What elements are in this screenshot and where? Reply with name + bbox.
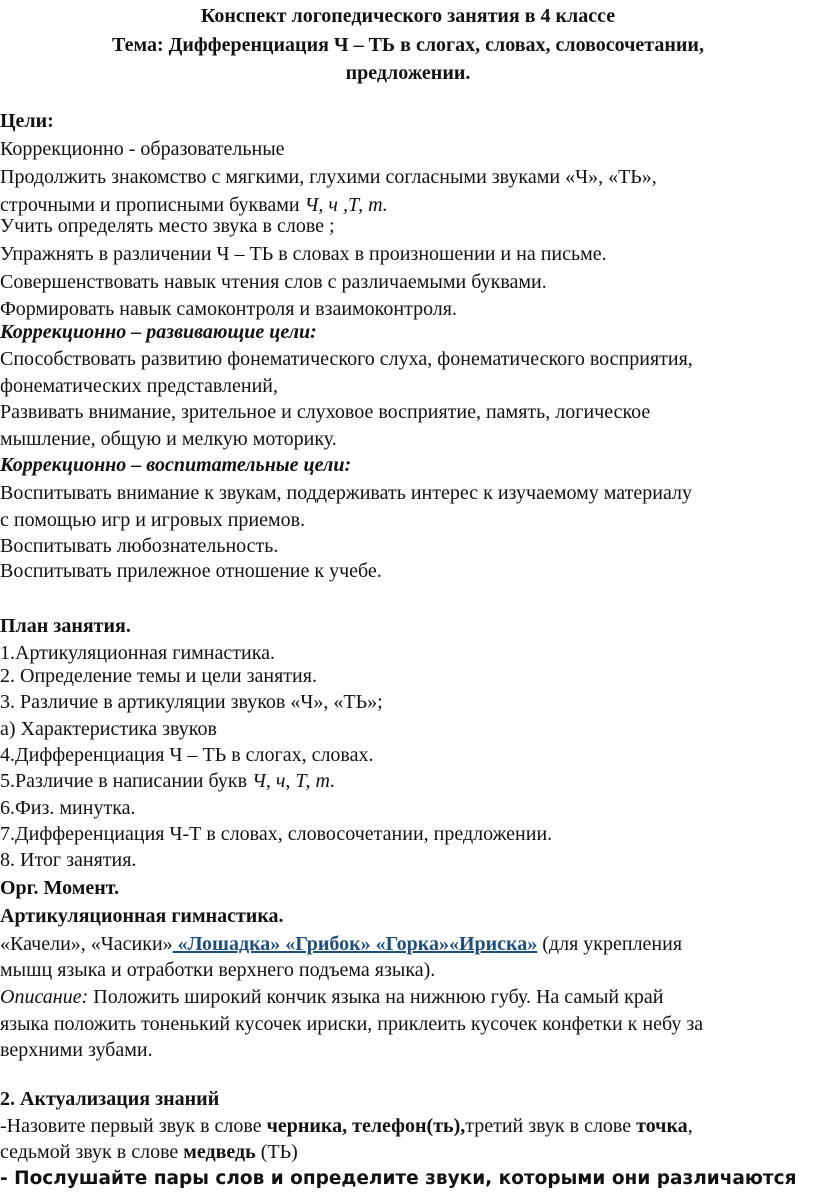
document-title: Конспект логопедического занятия в 4 классе <box>200 5 616 27</box>
topic-line-1: Тема: Дифференциация Ч – ТЬ в слогах, словах, словосочетании, <box>112 34 704 56</box>
org-moment-heading: Орг. Момент. <box>0 877 120 899</box>
gymnastics-heading: Артикуляционная гимнастика. <box>0 905 284 927</box>
goal-line: Развивать внимание, зрительное и слуховое восприятие, память, логическое <box>0 401 651 423</box>
goal-line: Воспитывать любознательность. <box>0 535 279 557</box>
plan-item: 4.Дифференциация Ч – ТЬ в слогах, словах. <box>0 744 374 766</box>
goal-line: Формировать навык самоконтроля и взаимоконтроля. <box>0 298 457 320</box>
gymnastics-text: верхними зубами. <box>0 1039 153 1061</box>
gymnastics-text: языка положить тоненький кусочек ириски, приклеить кусочек конфетки к небу за <box>0 1013 704 1035</box>
question-text: (ТЬ) <box>255 1141 298 1163</box>
section-2-instruction: - Послушайте пары слов и определите звуки, которыми они различаются <box>0 1168 797 1189</box>
plan-item: 6.Физ. минутка. <box>0 797 136 819</box>
goal-line: Воспитывать внимание к звукам, поддерживать интерес к изучаемому материалу <box>0 482 692 504</box>
exercise-link[interactable]: «Лошадка» «Грибок» «Горка»«Ириска» <box>172 933 538 955</box>
question-word-bold: точка <box>636 1115 688 1137</box>
plan-text: 5.Различие в написании букв <box>0 770 253 792</box>
plan-item: 7.Дифференциация Ч-Т в словах, словосочетании, предложении. <box>0 823 553 845</box>
goal-line: Совершенствовать навык чтения слов с различаемыми буквами. <box>0 271 547 293</box>
goal-line: с помощью игр и игровых приемов. <box>0 509 306 531</box>
question-text: -Назовите первый звук в слове <box>0 1115 267 1137</box>
goals-subheading-upbringing: Коррекционно – воспитательные цели: <box>0 454 352 476</box>
exercise-names: «Качели», «Часики» <box>0 933 173 955</box>
goal-line: мышление, общую и мелкую моторику. <box>0 428 337 450</box>
gymnastics-text: мышц языка и отработки верхнего подъема языка). <box>0 959 436 981</box>
plan-item: 1.Артикуляционная гимнастика. <box>0 642 275 664</box>
description-text: Положить широкий кончик языка на нижнюю губу. На самый край <box>88 986 664 1008</box>
gymnastics-description <box>0 983 663 1012</box>
section-2-question <box>0 1138 298 1167</box>
exercise-purpose: (для укрепления <box>537 933 683 955</box>
goals-subheading-developing: Коррекционно – развивающие цели: <box>0 321 317 343</box>
description-label: Описание: <box>0 986 89 1008</box>
letters-italic: Ч, ч ,Т, т. <box>304 194 388 216</box>
plan-item: 2. Определение темы и цели занятия. <box>0 665 317 687</box>
goal-line: Продолжить знакомство с мягкими, глухими согласными звуками «Ч», «ТЬ», <box>0 166 657 188</box>
question-text: седьмой звук в слове <box>0 1141 184 1163</box>
goal-line: фонематических представлений, <box>0 375 278 397</box>
question-text: , <box>687 1115 693 1137</box>
goal-line: Воспитывать прилежное отношение к учебе. <box>0 560 382 582</box>
question-words-bold: черника, телефон(ть), <box>266 1115 466 1137</box>
goal-line: Упражнять в различении Ч – ТЬ в словах в произношении и на письме. <box>0 243 607 265</box>
goal-text: строчными и прописными буквами <box>0 194 305 216</box>
goal-line: Учить определять место звука в слове ; <box>0 215 335 237</box>
goals-heading: Цели: <box>0 110 54 132</box>
letters-italic: Ч, ч, Т, т. <box>252 770 336 792</box>
goal-line: Способствовать развитию фонематического слуха, фонематического восприятия, <box>0 348 693 370</box>
section-2-heading: 2. Актуализация знаний <box>0 1088 220 1110</box>
question-text: третий звук в слове <box>465 1115 637 1137</box>
plan-item: а) Характеристика звуков <box>0 718 217 740</box>
goals-subheading-educational: Коррекционно - образовательные <box>0 138 285 160</box>
plan-item: 3. Различие в артикуляции звуков «Ч», «ТЬ»; <box>0 691 383 713</box>
question-word-bold: медведь <box>183 1141 256 1163</box>
plan-heading: План занятия. <box>0 615 131 637</box>
gymnastics-exercises <box>0 930 682 959</box>
section-2-question <box>0 1112 693 1141</box>
plan-item: 8. Итог занятия. <box>0 849 137 871</box>
topic-line-2: предложении. <box>345 62 471 84</box>
plan-item <box>0 767 335 796</box>
